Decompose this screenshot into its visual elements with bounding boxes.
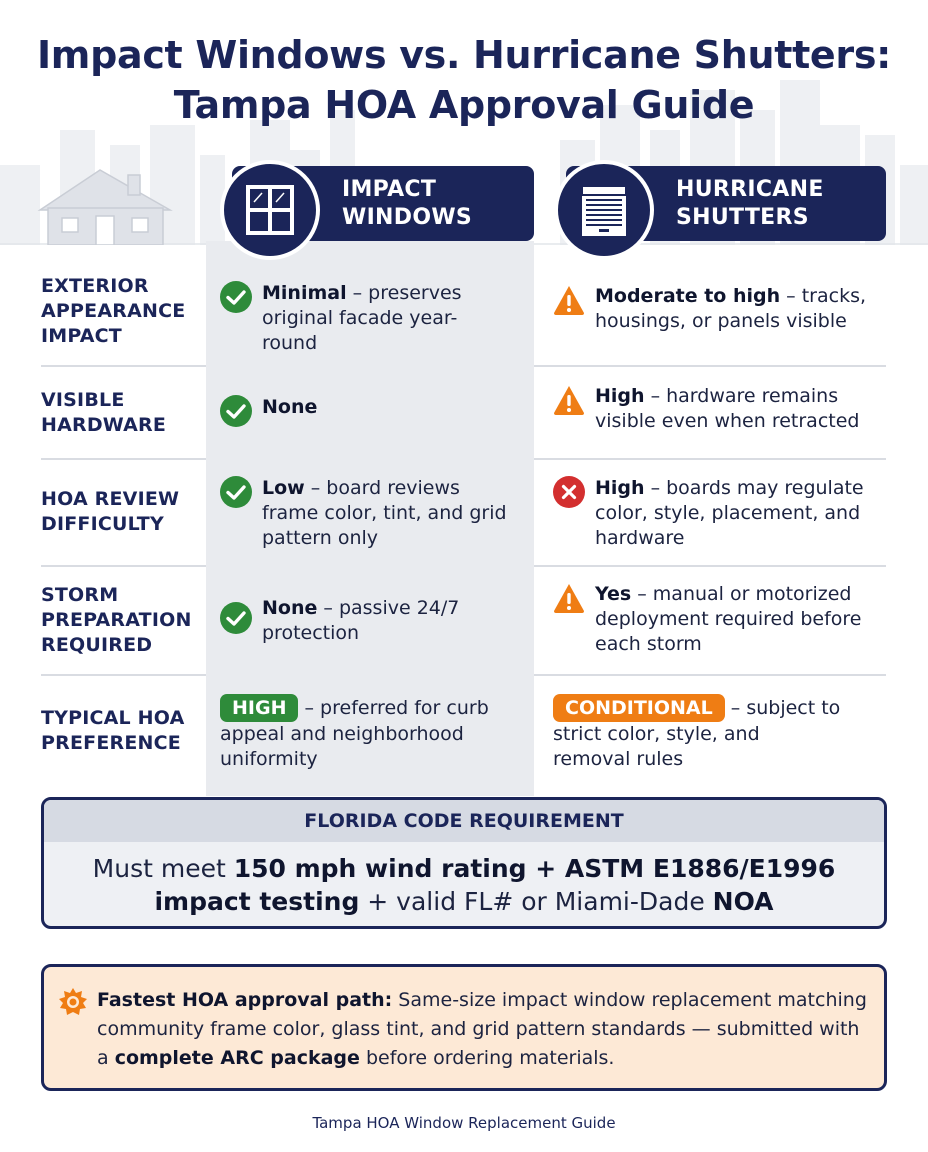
check-circle-icon xyxy=(220,281,252,313)
cell-detail: – manual or motorized deployment required before each storm xyxy=(595,583,862,655)
window-icon xyxy=(242,182,298,238)
code-text: Must meet xyxy=(92,854,234,883)
tip-detail: before ordering materials. xyxy=(359,1047,615,1069)
page-title xyxy=(0,30,928,130)
warning-triangle-icon xyxy=(553,384,585,416)
title-line-1: Impact Windows vs. Hurricane Shutters: xyxy=(36,33,892,77)
row-divider xyxy=(534,365,886,367)
cross-circle-icon xyxy=(553,476,585,508)
cell-detail: – board reviews frame color, tint, and grid pattern only xyxy=(262,477,507,549)
row-label-typical-hoa-preference: TYPICAL HOA PREFERENCE xyxy=(41,707,185,754)
footer-caption: Tampa HOA Window Replacement Guide xyxy=(312,1114,616,1132)
cell-detail: – preserves original facade year- round xyxy=(262,282,462,354)
row-label-hoa-review-difficulty: HOA REVIEW DIFFICULTY xyxy=(41,488,180,535)
shutters-cell-visible-hardware xyxy=(553,384,859,434)
hurricane-shutters-title: HURRICANE SHUTTERS xyxy=(676,177,824,230)
shutters-cell-storm-preparation xyxy=(553,582,861,657)
check-circle-icon xyxy=(220,395,252,427)
row-divider xyxy=(41,674,206,676)
check-circle-icon xyxy=(220,476,252,508)
code-emphasis: impact testing xyxy=(154,887,360,916)
check-circle-icon xyxy=(220,602,252,634)
hurricane-shutters-icon-badge xyxy=(554,160,654,260)
florida-code-requirement-box xyxy=(41,797,887,929)
cell-detail: – hardware remains visible even when retracted xyxy=(595,385,860,432)
cell-detail: – boards may regulate color, style, placement, and hardware xyxy=(595,477,864,549)
shutters-cell-exterior-appearance xyxy=(553,284,866,334)
conditional-badge: CONDITIONAL xyxy=(553,694,725,722)
warning-triangle-icon xyxy=(553,582,585,614)
code-body xyxy=(44,842,884,918)
impact-cell-typical-hoa-preference xyxy=(220,694,489,772)
cell-emphasis: None xyxy=(262,396,318,418)
cell-emphasis: High xyxy=(595,477,645,499)
cell-emphasis: None xyxy=(262,597,318,619)
approval-path-tip-box xyxy=(41,964,887,1091)
code-heading: FLORIDA CODE REQUIREMENT xyxy=(44,800,884,842)
cell-detail: – preferred for curb appeal and neighborhood uniformity xyxy=(220,697,489,770)
tip-text xyxy=(97,986,877,1073)
cell-emphasis: Low xyxy=(262,477,305,499)
impact-windows-icon-badge xyxy=(220,160,320,260)
impact-cell-visible-hardware xyxy=(220,395,317,427)
code-emphasis: NOA xyxy=(712,887,774,916)
row-divider xyxy=(534,565,886,567)
row-divider xyxy=(534,458,886,460)
shutters-cell-typical-hoa-preference xyxy=(553,694,840,772)
tip-emphasis: complete ARC package xyxy=(114,1047,360,1069)
row-label-exterior-appearance: EXTERIOR APPEARANCE IMPACT xyxy=(41,275,186,347)
row-divider xyxy=(534,674,886,676)
warning-triangle-icon xyxy=(553,284,585,316)
row-divider xyxy=(41,458,206,460)
cell-emphasis: Yes xyxy=(595,583,632,605)
high-badge: HIGH xyxy=(220,694,298,722)
cell-emphasis: Minimal xyxy=(262,282,347,304)
title-line-2: Tampa HOA Approval Guide xyxy=(173,83,755,127)
impact-cell-exterior-appearance xyxy=(220,281,462,356)
impact-cell-storm-preparation xyxy=(220,596,459,646)
cell-emphasis: High xyxy=(595,385,645,407)
row-label-storm-preparation: STORM PREPARATION REQUIRED xyxy=(41,584,192,656)
shutters-cell-hoa-review-difficulty xyxy=(553,476,864,551)
row-divider xyxy=(41,565,206,567)
tip-emphasis: Fastest HOA approval path: xyxy=(97,989,393,1011)
impact-cell-hoa-review-difficulty xyxy=(220,476,507,551)
code-text: + valid FL# or Miami-Dade xyxy=(359,887,713,916)
code-emphasis: 150 mph wind rating + ASTM E1886/E1996 xyxy=(233,854,836,883)
cell-detail: – subject to strict color, style, and removal rules xyxy=(553,697,841,770)
impact-windows-title: IMPACT WINDOWS xyxy=(342,177,473,230)
cell-emphasis: Moderate to high xyxy=(595,285,781,307)
cell-detail: – tracks, housings, or panels visible xyxy=(595,285,867,332)
star-badge-icon xyxy=(58,987,88,1017)
tip-detail: Same-size impact window replacement matching community frame color, glass tint, and grid pattern standards — submitted with a xyxy=(97,989,867,1069)
cell-detail: – passive 24/7 protection xyxy=(262,597,460,644)
rolling-shutter-icon xyxy=(574,180,634,240)
row-divider xyxy=(41,365,206,367)
row-label-visible-hardware: VISIBLE HARDWARE xyxy=(41,389,167,436)
